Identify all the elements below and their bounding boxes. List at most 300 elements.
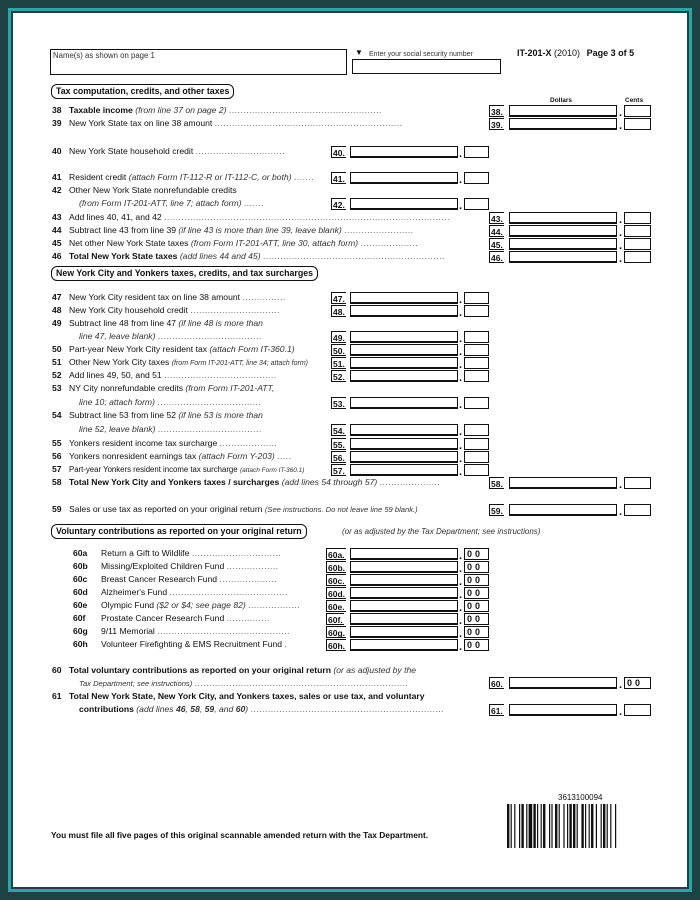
barcode-bar [603,804,605,848]
barcode-bar [511,804,512,848]
barcode-bar [589,804,590,848]
line-number: 59 [52,504,62,514]
barcode-bar [615,804,616,848]
decimal-point: . [459,399,463,411]
line-48-cents-field[interactable] [464,305,489,317]
line-hint: (add lines 44 and 45) [179,251,261,261]
line-55-label: 55. [333,440,345,450]
line-60g-label: 60g. [328,628,346,638]
decimal-point: . [459,346,463,358]
line-text: Total voluntary contributions as reported on your original return [69,665,331,675]
footer-notice: You must file all five pages of this original scannable amended return with the Tax Department. [51,830,429,840]
line-hint: (add lines 46, 58, 59, and 60) [136,704,249,714]
line-46-dollars-field[interactable] [509,251,617,263]
line-hint: line 47, leave blank) [79,331,156,341]
line-61-dollars-field[interactable] [509,704,617,716]
barcode-bar [610,804,611,848]
line-49-label: 49. [333,333,345,343]
barcode-bar [519,804,520,848]
line-53-label: 53. [333,399,345,409]
line-hint: (from Form IT-201-ATT, [185,383,275,393]
line-number: 51 [52,357,62,367]
line-60a-label: 60a. [328,550,345,560]
barcode-bar [596,804,597,848]
line-60-description [69,665,416,676]
line-60e-label: 60e. [328,602,345,612]
decimal-point: . [459,200,463,212]
line-46-cents-field[interactable] [624,251,651,263]
decimal-point: . [459,333,463,345]
line-48-description: New York City household credit ............................... [69,305,280,315]
line-text: Subtract line 48 from line 47 [69,318,177,328]
line-number: 60a [73,548,88,558]
line-text: 9/11 Memorial [101,626,155,636]
line-text: Add lines 40, 41, and 42 [69,212,162,222]
line-60g-description: 9/11 Memorial .............................................. [101,626,291,636]
line-51-label: 51. [333,359,345,369]
line-60-label: 60. [491,679,503,689]
line-hint: (if line 48 is more than [178,318,263,328]
line-58-label: 58. [491,479,503,489]
line-55-dollars-field[interactable] [350,438,458,450]
line-49-description [69,318,263,329]
line-53-description [69,383,274,394]
line-60b-label: 60b. [328,563,346,573]
line-48-label: 48. [333,307,345,317]
line-number: 60g [73,626,88,636]
line-59-dollars-field[interactable] [509,504,617,516]
line-60g-dollars-field[interactable] [350,626,458,638]
line-number: 55 [52,438,62,448]
line-hint: (if line 43 is more than line 39, leave blank) [178,225,342,235]
line-49-cents-field[interactable] [464,331,489,343]
line-number: 41 [52,172,62,182]
line-52-dollars-field[interactable] [350,370,458,382]
barcode-bar [581,804,583,848]
line-hint: (See instructions. Do not leave line 59 blank.) [264,505,418,514]
barcode-bar [559,804,560,848]
column-header-cents: Cents [625,97,644,104]
barcode-bar [555,804,557,848]
line-44-description: Subtract line 43 from line 39 (if line 43 is more than line 39, leave blank) ........................ [69,225,414,235]
line-text: Net other New York State taxes [69,238,189,248]
line-61-description: Total New York State, New York City, and Yonkers taxes, sales or use tax, and voluntary [69,691,425,701]
line-49-hint: line 47, leave blank) .................................... [79,331,262,341]
line-57-cents-field[interactable] [464,464,489,476]
line-60f-description: Prostate Cancer Research Fund ............... [101,613,270,623]
line-text: Taxable income [69,105,133,115]
line-number: 60c [73,574,88,584]
decimal-point: . [459,550,463,562]
hint-part: (add lines [136,704,174,714]
line-46-description: Total New York State taxes (add lines 44 and 45) ............................................................... [69,251,445,261]
decimal-point: . [619,253,623,265]
line-38-dollars-field[interactable] [509,105,617,117]
line-60a-description: Return a Gift to Wildlife ............................... [101,548,282,558]
section-voluntary-contributions: Voluntary contributions as reported on your original return [51,524,307,539]
line-50-description [69,344,295,355]
line-number: 49 [52,318,62,328]
line-59-description [69,504,418,515]
decimal-point: . [459,148,463,160]
line-number: 60f [73,613,86,623]
line-hint: (if line 53 is more than [178,410,263,420]
line-44-dollars-field[interactable] [509,225,617,237]
line-55-description: Yonkers resident income tax surcharge .................... [69,438,278,448]
line-number: 48 [52,305,62,315]
line-60f-dollars-field[interactable] [350,613,458,625]
decimal-point: . [619,506,623,518]
barcode-bar [541,804,542,848]
line-39-dollars-field[interactable] [509,118,617,130]
line-text: Olympic Fund [101,600,155,610]
line-hint: (add lines 54 through 57) [281,477,378,487]
line-text: Other New York City taxes [69,357,170,367]
line-54-label: 54. [333,426,345,436]
hint-line-ref: 58 [190,704,200,714]
line-61-description-cont: contributions (add lines 46, 58, 59, and 60) ................................................................... [79,704,445,714]
line-number: 40 [52,146,62,156]
line-text: Yonkers nonresident earnings tax [69,451,197,461]
line-hint: Tax Department; see instructions) [79,679,193,688]
line-hint: (from Form IT-201-ATT, line 7; attach form) [79,198,242,208]
line-hint: (attach Form IT-360.1) [209,344,295,354]
line-text: Prostate Cancer Research Fund [101,613,225,623]
decimal-point: . [459,602,463,614]
line-text: New York City resident tax on line 38 amount [69,292,241,302]
decimal-point: . [459,466,463,478]
line-50-label: 50. [333,346,345,356]
decimal-point: . [619,479,623,491]
line-number: 43 [52,212,62,222]
line-58-description: Total New York City and Yonkers taxes / surcharges (add lines 54 through 57) ..................... [69,477,441,487]
line-40-description: New York State household credit ............................... [69,146,286,156]
line-60-cents-field[interactable]: 00 [624,677,651,689]
form-year: (2010) [554,48,581,58]
line-text: Subtract line 53 from line 52 [69,410,177,420]
line-text: Total New York State taxes [69,251,178,261]
decimal-point: . [459,372,463,384]
line-52-cents-field[interactable] [464,370,489,382]
line-53-hint: line 10; attach form) .................................... [79,397,262,407]
line-54-hint: line 52, leave blank) .................................... [79,424,262,434]
decimal-point: . [619,120,623,132]
line-51-cents-field[interactable] [464,357,489,369]
line-60h-cents-field[interactable]: 00 [464,639,489,651]
line-42-dollars-field[interactable] [350,198,458,210]
hint-line-ref: 59 [204,704,215,714]
line-60b-dollars-field[interactable] [350,561,458,573]
decimal-point: . [619,706,623,718]
line-60a-dollars-field[interactable] [350,548,458,560]
line-41-label: 41. [333,174,345,184]
line-58-cents-field[interactable] [624,477,651,489]
line-text: Missing/Exploited Children Fund [101,561,225,571]
line-hint: (attach Form IT-360.1) [239,467,305,474]
line-text: Yonkers resident income tax surcharge [69,438,218,448]
line-43-cents-field[interactable] [624,212,651,224]
line-56-cents-field[interactable] [464,451,489,463]
line-51-description [69,357,308,369]
line-60c-description: Breast Cancer Research Fund .................... [101,574,278,584]
column-header-dollars: Dollars [550,97,573,104]
line-number: 56 [52,451,62,461]
ssn-field[interactable] [352,59,501,74]
line-44-cents-field[interactable] [624,225,651,237]
line-hint: line 10; attach form) [79,397,155,407]
line-43-dollars-field[interactable] [509,212,617,224]
line-60d-description: Alzheimer's Fund ......................................... [101,587,288,597]
barcode-bar [521,804,523,848]
line-56-label: 56. [333,453,345,463]
line-60h-description: Volunteer Firefighting & EMS Recruitment Fund . [101,639,288,649]
decimal-point: . [619,679,623,691]
line-41-cents-field[interactable] [464,172,489,184]
decimal-point: . [459,641,463,653]
line-text: Sales or use tax as reported on your original return [69,504,263,514]
decimal-point: . [459,174,463,186]
line-40-cents-field[interactable] [464,146,489,158]
line-number: 38 [52,105,62,115]
hint-line-ref: 46 [175,704,186,714]
section-nyc-yonkers: New York City and Yonkers taxes, credits, and tax surcharges [51,266,318,281]
line-59-label: 59. [491,506,503,516]
line-52-label: 52. [333,372,345,382]
line-number: 47 [52,292,62,302]
line-39-label: 39. [491,120,503,130]
line-45-label: 45. [491,240,503,250]
barcode-bar [514,804,515,848]
line-48-dollars-field[interactable] [350,305,458,317]
barcode-bar [507,804,509,848]
barcode-bar [537,804,538,848]
hint-line-ref: 60 [235,704,246,714]
line-text: New York State tax on line 38 amount [69,118,213,128]
line-39-description: New York State tax on line 38 amount ................................................................. [69,118,403,128]
page-number: Page 3 of 5 [586,48,635,58]
decimal-point: . [619,240,623,252]
decimal-point: . [619,107,623,119]
barcode-bar [533,804,535,848]
line-hint: (attach Form Y-203) [198,451,275,461]
line-text: New York State household credit [69,146,194,156]
line-40-dollars-field[interactable] [350,146,458,158]
line-39-cents-field[interactable] [624,118,651,130]
line-47-cents-field[interactable] [464,292,489,304]
line-60f-cents-field[interactable]: 00 [464,613,489,625]
line-43-label: 43. [491,214,503,224]
line-60h-dollars-field[interactable] [350,639,458,651]
line-50-dollars-field[interactable] [350,344,458,356]
decimal-point: . [459,294,463,306]
line-55-cents-field[interactable] [464,438,489,450]
line-60e-cents-field[interactable]: 00 [464,600,489,612]
line-60a-cents-field[interactable]: 00 [464,548,489,560]
line-57-label: 57. [333,466,345,476]
line-42-cents-field[interactable] [464,198,489,210]
decimal-point: . [459,615,463,627]
line-45-dollars-field[interactable] [509,238,617,250]
decimal-point: . [459,589,463,601]
barcode-bar [569,804,571,848]
line-47-description: New York City resident tax on line 38 amount ............... [69,292,286,302]
decimal-point: . [459,576,463,588]
line-number: 44 [52,225,62,235]
section-tax-computation: Tax computation, credits, and other taxes [51,84,234,99]
form-id [517,48,634,59]
barcode-bar [526,804,527,848]
line-53-dollars-field[interactable] [350,397,458,409]
line-number: 39 [52,118,62,128]
tax-form-page [13,13,687,887]
decimal-point: . [459,426,463,438]
line-text: Subtract line 43 from line 39 [69,225,177,235]
barcode-bar [529,804,533,848]
line-text: Part-year Yonkers resident income tax surcharge [69,465,238,474]
form-number: IT-201-X [517,48,552,58]
line-60d-cents-field[interactable]: 00 [464,587,489,599]
barcode-bar [591,804,593,848]
line-hint: (attach Form IT-112-R or IT-112-C, or both) [128,172,292,182]
line-60g-cents-field[interactable]: 00 [464,626,489,638]
line-60-hint: Tax Department; see instructions) .......................................................................... [79,678,409,688]
decimal-point: . [459,628,463,640]
line-42-hint: (from Form IT-201-ATT, line 7; attach form) ....... [79,198,265,208]
line-58-dollars-field[interactable] [509,477,617,489]
line-45-description: Net other New York State taxes (from Form IT-201-ATT, line 30, attach form) .................... [69,238,419,248]
down-arrow-icon: ▼ [355,48,363,57]
line-41-dollars-field[interactable] [350,172,458,184]
line-42-description: Other New York State nonrefundable credits [69,185,237,195]
line-52-description: Add lines 49, 50, and 51 ....................................... [69,370,277,380]
section-voluntary-note: (or as adjusted by the Tax Department; see instructions) [342,527,541,536]
line-number: 57 [52,464,62,474]
line-61-label: 61. [491,706,503,716]
line-61-cents-field[interactable] [624,704,651,716]
line-hint: (or as adjusted by the [333,665,417,675]
line-text: Part-year New York City resident tax [69,344,208,354]
decimal-point: . [619,214,623,226]
line-number: 50 [52,344,62,354]
line-60c-cents-field[interactable]: 00 [464,574,489,586]
line-text: NY City nonrefundable credits [69,383,184,393]
line-number: 46 [52,251,62,261]
line-60d-dollars-field[interactable] [350,587,458,599]
line-60f-label: 60f. [328,615,343,625]
hint-part: and [218,704,234,714]
barcode-bar [549,804,550,848]
barcode-bar [551,804,552,848]
line-text: Volunteer Firefighting & EMS Recruitment Fund [101,639,283,649]
line-54-cents-field[interactable] [464,424,489,436]
line-hint: (from line 37 on page 2) [135,105,227,115]
line-54-description [69,410,263,421]
line-hint: (from Form IT-201-ATT, line 30, attach form) [190,238,359,248]
barcode-bar [601,804,602,848]
line-56-dollars-field[interactable] [350,451,458,463]
line-41-description: Resident credit (attach Form IT-112-R or IT-112-C, or both) ....... [69,172,315,182]
line-47-dollars-field[interactable] [350,292,458,304]
decimal-point: . [459,453,463,465]
line-46-label: 46. [491,253,503,263]
line-hint: line 52, leave blank) [79,424,156,434]
line-60b-description: Missing/Exploited Children Fund .................. [101,561,279,571]
line-44-label: 44. [491,227,503,237]
line-text: New York City household credit [69,305,188,315]
line-59-cents-field[interactable] [624,504,651,516]
line-57-description [69,464,304,476]
line-number: 60h [73,639,88,649]
decimal-point: . [619,227,623,239]
barcode-bar [577,804,578,848]
line-number: 42 [52,185,62,195]
line-60c-dollars-field[interactable] [350,574,458,586]
barcode [507,804,657,848]
line-text: Add lines 49, 50, and 51 [69,370,162,380]
line-60d-label: 60d. [328,589,346,599]
line-text: Alzheimer's Fund [101,587,168,597]
decimal-point: . [459,359,463,371]
line-38-label: 38. [491,107,503,117]
line-text: Breast Cancer Research Fund [101,574,218,584]
name-field-label: Name(s) as shown on page 1 [53,51,155,60]
line-51-dollars-field[interactable] [350,357,458,369]
line-text: Resident credit [69,172,127,182]
line-54-dollars-field[interactable] [350,424,458,436]
line-60c-label: 60c. [328,576,345,586]
line-47-label: 47. [333,294,345,304]
line-56-description: Yonkers nonresident earnings tax (attach Form Y-203) ..... [69,451,292,461]
barcode-bar [563,804,564,848]
line-38-description: Taxable income (from line 37 on page 2) ..................................................... [69,105,382,115]
line-number: 58 [52,477,62,487]
decimal-point: . [459,440,463,452]
ssn-field-label: Enter your social security number [369,51,473,58]
line-42-label: 42. [333,200,345,210]
line-43-description: Add lines 40, 41, and 42 ................................................................................................... [69,212,450,222]
line-text: Return a Gift to Wildlife [101,548,190,558]
line-53-cents-field[interactable] [464,397,489,409]
line-number: 45 [52,238,62,248]
line-60h-label: 60h. [328,641,346,651]
decimal-point: . [459,307,463,319]
line-60-dollars-field[interactable] [509,677,617,689]
line-number: 60e [73,600,88,610]
line-60b-cents-field[interactable]: 00 [464,561,489,573]
line-hint: (from Form IT-201-ATT, line 34; attach form) [171,360,308,367]
line-hint: ($2 or $4; see page 82) [156,600,246,610]
line-number: 53 [52,383,62,393]
line-60e-description: Olympic Fund ($2 or $4; see page 82) .................. [101,600,301,610]
line-40-label: 40. [333,148,345,158]
line-45-cents-field[interactable] [624,238,651,250]
line-60e-dollars-field[interactable] [350,600,458,612]
barcode-number: 3613100094 [558,793,603,802]
line-number: 52 [52,370,62,380]
barcode-bar [585,804,586,848]
line-50-cents-field[interactable] [464,344,489,356]
line-49-dollars-field[interactable] [350,331,458,343]
line-number: 60b [73,561,88,571]
barcode-bar [573,804,575,848]
line-number: 61 [52,691,62,701]
line-57-dollars-field[interactable] [350,464,458,476]
line-38-cents-field[interactable] [624,105,651,117]
line-number: 60d [73,587,88,597]
barcode-bar [567,804,568,848]
line-text: Total New York City and Yonkers taxes / surcharges [69,477,280,487]
decimal-point: . [459,563,463,575]
